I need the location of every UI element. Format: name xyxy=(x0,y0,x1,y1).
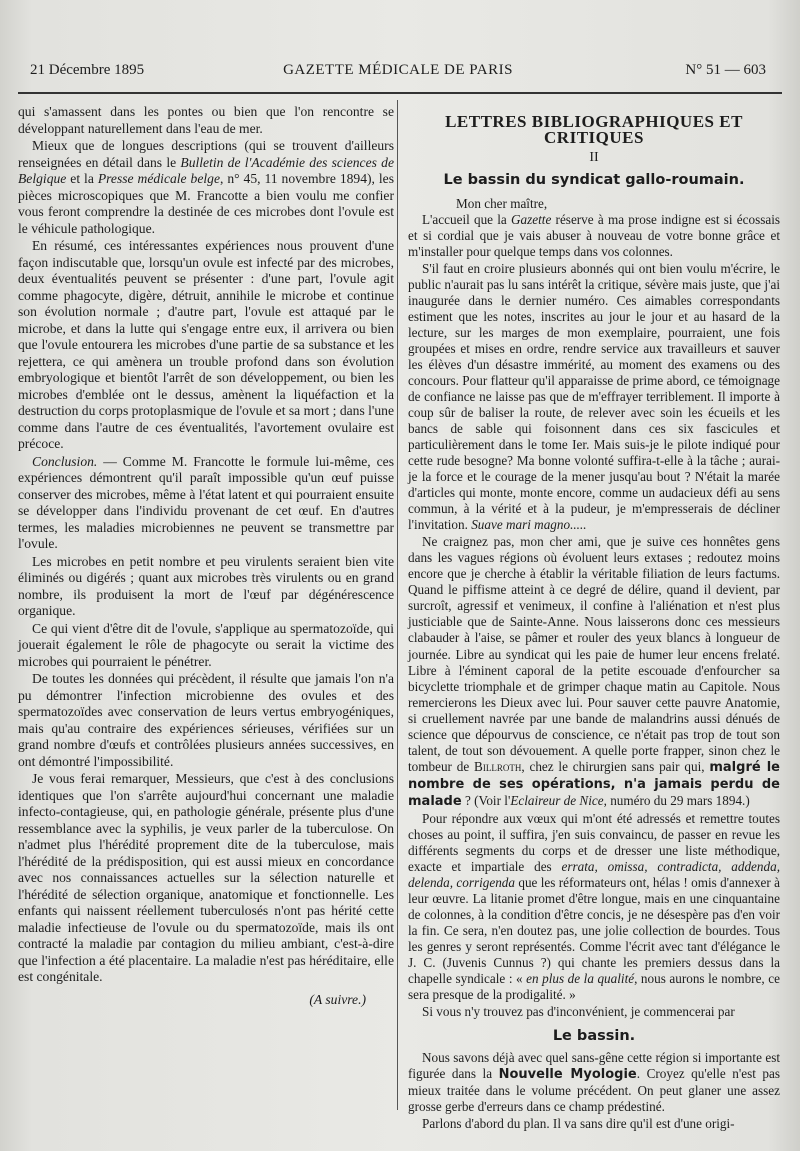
paragraph: Parlons d'abord du plan. Il va sans dire qu'il est d'une origi- xyxy=(422,1115,735,1131)
column-separator xyxy=(397,100,398,1110)
header-date: 21 Décembre 1895 xyxy=(30,62,145,78)
header-rule xyxy=(18,92,782,94)
paragraph: Pour répondre aux vœux qui m'ont été adressés et remettre toutes choses au point, il suffira, j'en suis convaincu, de passer en revue les différents segments du corps et de dresser une liste méthodique, exacte et impartiale des errata, omissa, contradicta, addenda, delenda, corrigenda que les réformateurs ont, hélas ! omis d'annexer à leur œuvre. La litanie promet d'être longue, mais en une cinquantaine de colonnes, à la condition d'être concis, je ne désespère pas d'en voir la fin. Ce sera, n'en doutez pas, une jolie collection de bourdes. Tous les genres y seront représentés. Comme l'écrit avec tant d'élégance le J. C. (Juvenis Cunnus ?) qui chante les premiers dessus dans la chapelle syndicale : « en plus de la qualité, nous aurons le nombre, ce sera presque de la prodigalité. » xyxy=(408,810,780,1002)
paragraph: Nous savons déjà avec quel sans-gêne cette région si importante est figurée dans la Nouvelle Myologie. Croyez qu'elle n'est pas mieux traitée dans le volume précédent. On peut glaner une assez grosse gerbe d'erreurs dans ce champ prédestiné. xyxy=(408,1049,781,1114)
header-title: GAZETTE MÉDICALE DE PARIS xyxy=(283,62,513,78)
paragraph: S'il faut en croire plusieurs abonnés qui ont bien voulu m'écrire, le public n'aurait pas lu sans intérêt la critique, sévère mais juste, que j'ai inaugurée dans le dernier numéro. Ces aimables correspondants estiment que les notes, inscrites au jour le jour et au hasard de la lecture, sur les marges de mon exemplaire, pourraient, une fois groupées et mises en ordre, rendre service aux travailleurs et sauver les élèves d'un désastre immérité, au moment des examens ou des concours. Pour flatteur qu'il apparaisse de prime abord, ce témoignage de confiance ne laisse pas que de m'effrayer terriblement. Il importe à coup sûr de baliser la route, de relever avec soin les écueils et les bancs de sable qui foisonnent dans ces six fascicules et particulièrement dans le tome Ier. Mais suis-je le pilote indiqué pour cette rude besogne? Ma bonne volonté suffira-t-elle à la tâche ; aurai-je la force et le courage de la mener jusqu'au bout ? N'était la marée d'articles qui monte, monte encore, comme un audacieux défi au sens commun, à la vérité et à la pudeur, je m'empresserais de décliner l'invitation. Suave mari magno..... xyxy=(408,261,780,533)
article-title: Le bassin du syndicat gallo-roumain. xyxy=(443,172,745,189)
paragraph: Conclusion. — Comme M. Francotte le formule lui-même, ces expériences démontrent qu'il paraît impossible qu'un œuf puisse conserver des microbes, même à l'état latent et qui pourraient ensuite se développer dans l'individu provenant de cet œuf. En d'autres termes, les maladies microbiennes ne peuvent se transmettre par l'ovule. xyxy=(18,453,394,551)
paragraph: Je vous ferai remarquer, Messieurs, que c'est à des conclusions identiques que l'on s'arrête aujourd'hui concernant une maladie infecto-contagieuse, qui, en pathologie générale, présente plus d'une ressemblance avec la syphilis, je veux parler de la tuberculose. On n'admet plus l'hérédité proprement dite de la tuberculose, mais l'hérédité de la prédisposition, qui est aussi mieux en concordance avec nos connaissances actuelles sur la sélection naturelle et l'hérédité de sélection organique, anatomique et fonctionnelle. Les enfants qui naissent réellement tuberculosés n'ont pas hérité cette maladie infectieuse de l'ovule ou du spermatozoïde, mais ils ont contracté la maladie par contagion du milieu ambiant, c'est-à-dire que l'infection a été placentaire. La maladie n'est pas héréditaire, elle est congénitale. xyxy=(18,771,394,984)
salutation: Mon cher maître, xyxy=(456,196,548,212)
paragraph: Si vous n'y trouvez pas d'inconvénient, je commencerai par xyxy=(422,1003,735,1019)
paragraph: Mieux que de longues descriptions (qui se trouvent d'ailleurs renseignées en détail dans le Bulletin de l'Académie des sciences de Belgique et la Presse médicale belge, n° 45, 11 novembre 1894), les pièces microscopiques que M. Francotte a bien voulu me confier vous feront comprendre la destinée de ces microbes dont l'ovule est le véhicule pathologique. xyxy=(18,138,394,236)
to-be-continued: (A suivre.) xyxy=(309,991,366,1007)
header-page-number: N° 51 — 603 xyxy=(685,62,766,78)
paragraph: Les microbes en petit nombre et peu virulents seraient bien vite éliminés ou digérés ; quant aux microbes très virulents ou en grand nombre, ils produisent la mort de l'œuf par dégénérescence organique. xyxy=(18,553,394,618)
left-column xyxy=(18,104,394,1009)
paragraph: En résumé, ces intéressantes expériences nous prouvent d'une façon indiscutable que, lorsqu'un ovule est infecté par des microbes, deux éventualités peuvent se présenter : d'une part, l'ovule agit comme phagocyte, digère, détruit, annihile le microbe et continue son évolution normale ; d'autre part, l'ovule est attaqué par le microbe, et dans la lutte qui s'engage entre eux, il arrivera ou bien que l'ovule entourera les microbes d'une partie de sa substance et les rejettera, ce qui amènera un trouble profond dans son évolution embryologique et bientôt l'arrêt de son développement, ou bien les microbes d'emblée ont le dessus, amènent la liquéfaction et la destruction du corps protoplasmique de l'ovule et sa mort ; dans l'une comme dans l'autre de ces éventualités, l'avortement ovulaire est précoce. xyxy=(18,238,395,451)
section-subtitle: Le bassin. xyxy=(552,1027,636,1044)
section-number: II xyxy=(589,150,599,166)
paragraph: qui s'amassent dans les pontes ou bien que l'on rencontre se développant naturellement dans l'eau de mer. xyxy=(18,104,394,136)
paragraph: De toutes les données qui précèdent, il résulte que jamais l'on n'a pu démontrer l'infection microbienne des ovules et des spermatozoïdes avec conservation de leurs vertus embryogéniques, mais qu'au contraire des expériences sérieuses, vérifiées sur un grand nombre d'œufs et contrôlées plusieurs années successives, en ont démontré l'impossibilité. xyxy=(18,671,394,769)
paragraph: Ce qui vient d'être dit de l'ovule, s'applique au spermatozoïde, qui jouerait également le rôle de phagocyte ou serait la victime des microbes qui pourraient le pénétrer. xyxy=(18,620,394,669)
page-header xyxy=(30,58,766,88)
section-title: LETTRES BIBLIOGRAPHIQUES ET CRITIQUES xyxy=(445,112,743,148)
right-column xyxy=(408,104,780,1133)
paragraph: L'accueil que la Gazette réserve à ma prose indigne est si écossais et si cordial que je vais abuser à nouveau de votre bonne grâce et m'installer pour quelque temps dans vos colonnes. xyxy=(408,212,781,260)
paragraph: Ne craignez pas, mon cher ami, que je suive ces honnêtes gens dans les vagues régions où évoluent leurs extases ; redoutez moins encore que je cherche à établir la véritable filiation de leurs factums. Quand le piffisme atteint à ce degré de délire, quand il devient, par surcroît, agressif et venimeux, il confine à l'aliénation et n'est plus justiciable que de Sainte-Anne. Nous laisserons donc ces messieurs clabauder à l'aise, se pâmer et rouler des yeux blancs à longueur de journée. Libre au syndicat qui les paie de humer leur encens frelaté. Libre à l'éminent caporal de la petite escouade d'enfourcher sa bicyclette triomphale et de grimper chaque matin au Capitole. Nous remercierons les Dieux avec lui. Pour sauver cette pauvre Anatomie, si cruellement navrée par une bande de malandrins aussi dénués de science que dépourvus de conscience, ce n'était pas trop de tout son talent, de tout son dévouement. A quelle porte frapper, sinon chez le tombeur de Billroth, chez le chirurgien sans pair qui, malgré le nombre de ses opérations, n'a jamais perdu de malade ? (Voir l'Eclaireur de Nice, numéro du 29 mars 1894.) xyxy=(408,534,780,809)
